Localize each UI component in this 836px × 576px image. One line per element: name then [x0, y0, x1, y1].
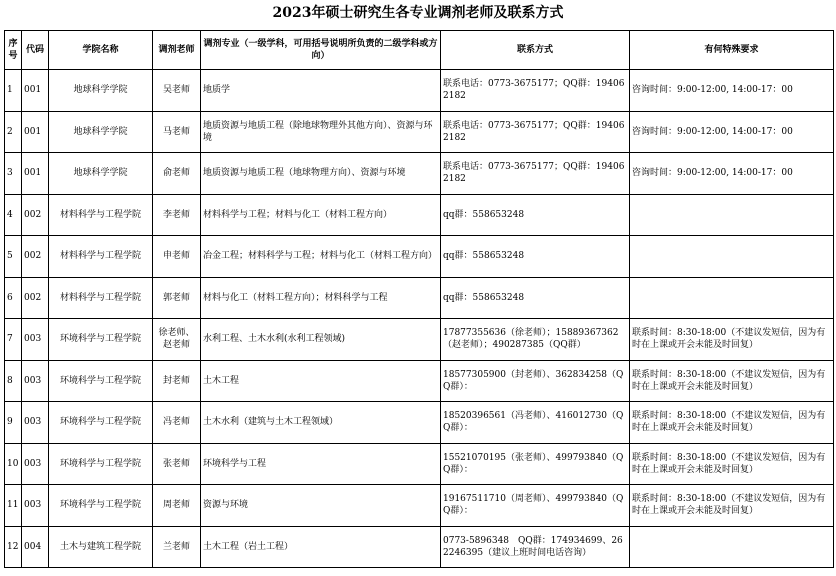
cell-school: 环境科学与工程学院	[49, 319, 153, 361]
cell-contact: qq群：558653248	[441, 194, 630, 236]
cell-teacher: 封老师	[153, 360, 201, 402]
cell-contact: 17877355636（徐老师）；15889367362（赵老师）；490287385（QQ群）	[441, 319, 630, 361]
cell-teacher: 郭老师	[153, 277, 201, 319]
cell-requirement	[630, 526, 834, 568]
table-row	[5, 402, 834, 444]
cell-major: 土木工程（岩土工程）	[201, 526, 441, 568]
cell-major: 环境科学与工程	[201, 443, 441, 485]
cell-index: 4	[5, 194, 22, 236]
cell-major: 土木水利（建筑与土木工程领域）	[201, 402, 441, 444]
cell-school: 地球科学学院	[49, 153, 153, 195]
cell-major: 水利工程、土木水利(水利工程领域)	[201, 319, 441, 361]
cell-teacher: 吴老师	[153, 70, 201, 112]
cell-teacher: 李老师	[153, 194, 201, 236]
cell-school: 材料科学与工程学院	[49, 236, 153, 278]
cell-requirement: 咨询时间：9:00-12:00, 14:00-17：00	[630, 70, 834, 112]
cell-code: 001	[22, 153, 49, 195]
table-row	[5, 153, 834, 195]
cell-index: 11	[5, 485, 22, 527]
table-header-row	[5, 31, 834, 70]
cell-teacher: 周老师	[153, 485, 201, 527]
cell-code: 001	[22, 111, 49, 153]
cell-major: 土木工程	[201, 360, 441, 402]
table-row	[5, 70, 834, 112]
cell-requirement: 咨询时间：9:00-12:00, 14:00-17：00	[630, 111, 834, 153]
header-teacher: 调剂老师	[153, 31, 201, 70]
cell-requirement: 联系时间：8:30-18:00（不建议发短信，因为有时在上课或开会未能及时回复）	[630, 360, 834, 402]
cell-contact: 18577305900（封老师）、362834258（QQ群）：	[441, 360, 630, 402]
cell-index: 2	[5, 111, 22, 153]
cell-requirement	[630, 194, 834, 236]
cell-contact: 联系电话：0773-3675177；QQ群：194062182	[441, 70, 630, 112]
cell-school: 环境科学与工程学院	[49, 443, 153, 485]
cell-teacher: 申老师	[153, 236, 201, 278]
header-school: 学院名称	[49, 31, 153, 70]
table-row	[5, 277, 834, 319]
cell-requirement	[630, 236, 834, 278]
cell-school: 环境科学与工程学院	[49, 485, 153, 527]
cell-school: 土木与建筑工程学院	[49, 526, 153, 568]
cell-major: 地质资源与地质工程（地球物理方向）、资源与环境	[201, 153, 441, 195]
cell-major: 资源与环境	[201, 485, 441, 527]
cell-teacher: 徐老师、赵老师	[153, 319, 201, 361]
table-row	[5, 485, 834, 527]
cell-contact: 19167511710（周老师）、499793840（QQ群）：	[441, 485, 630, 527]
header-major: 调剂专业（一级学科，可用括号说明所负责的二级学科或方向）	[201, 31, 441, 70]
cell-teacher: 冯老师	[153, 402, 201, 444]
cell-code: 004	[22, 526, 49, 568]
cell-code: 002	[22, 194, 49, 236]
cell-contact: qq群：558653248	[441, 236, 630, 278]
cell-major: 材料与化工（材料工程方向）；材料科学与工程	[201, 277, 441, 319]
cell-major: 冶金工程；材料科学与工程；材料与化工（材料工程方向）	[201, 236, 441, 278]
cell-teacher: 张老师	[153, 443, 201, 485]
cell-index: 1	[5, 70, 22, 112]
cell-requirement: 联系时间：8:30-18:00（不建议发短信，因为有时在上课或开会未能及时回复）	[630, 319, 834, 361]
cell-contact: 联系电话：0773-3675177；QQ群：194062182	[441, 153, 630, 195]
table-row	[5, 236, 834, 278]
table-row	[5, 319, 834, 361]
adjustment-contact-table	[4, 30, 834, 568]
cell-code: 003	[22, 360, 49, 402]
cell-school: 地球科学学院	[49, 70, 153, 112]
cell-code: 003	[22, 319, 49, 361]
cell-code: 003	[22, 443, 49, 485]
cell-index: 3	[5, 153, 22, 195]
cell-code: 003	[22, 485, 49, 527]
cell-major: 地质学	[201, 70, 441, 112]
cell-requirement	[630, 277, 834, 319]
cell-index: 7	[5, 319, 22, 361]
cell-index: 10	[5, 443, 22, 485]
cell-major: 材料科学与工程；材料与化工（材料工程方向）	[201, 194, 441, 236]
cell-teacher: 兰老师	[153, 526, 201, 568]
cell-index: 6	[5, 277, 22, 319]
cell-teacher: 马老师	[153, 111, 201, 153]
table-row	[5, 443, 834, 485]
cell-contact: 0773-5896348 QQ群：174934699、262246395（建议上班时间电话咨询）	[441, 526, 630, 568]
cell-contact: 联系电话：0773-3675177；QQ群：194062182	[441, 111, 630, 153]
header-requirement: 有何特殊要求	[630, 31, 834, 70]
table-row	[5, 360, 834, 402]
cell-code: 003	[22, 402, 49, 444]
cell-school: 材料科学与工程学院	[49, 277, 153, 319]
cell-school: 地球科学学院	[49, 111, 153, 153]
cell-contact: qq群：558653248	[441, 277, 630, 319]
cell-school: 环境科学与工程学院	[49, 360, 153, 402]
cell-code: 001	[22, 70, 49, 112]
cell-index: 9	[5, 402, 22, 444]
table-row	[5, 111, 834, 153]
cell-code: 002	[22, 277, 49, 319]
table-row	[5, 194, 834, 236]
cell-index: 12	[5, 526, 22, 568]
header-index: 序号	[5, 31, 22, 70]
cell-major: 地质资源与地质工程（除地球物理外其他方向）、资源与环境	[201, 111, 441, 153]
cell-requirement: 联系时间：8:30-18:00（不建议发短信，因为有时在上课或开会未能及时回复）	[630, 485, 834, 527]
cell-school: 材料科学与工程学院	[49, 194, 153, 236]
cell-requirement: 联系时间：8:30-18:00（不建议发短信，因为有时在上课或开会未能及时回复）	[630, 443, 834, 485]
cell-requirement: 联系时间：8:30-18:00（不建议发短信，因为有时在上课或开会未能及时回复）	[630, 402, 834, 444]
cell-contact: 18520396561（冯老师）、416012730（QQ群）：	[441, 402, 630, 444]
cell-requirement: 咨询时间：9:00-12:00, 14:00-17：00	[630, 153, 834, 195]
cell-index: 8	[5, 360, 22, 402]
header-code: 代码	[22, 31, 49, 70]
page-title: 2023年硕士研究生各专业调剂老师及联系方式	[272, 5, 564, 21]
table-row	[5, 526, 834, 568]
cell-index: 5	[5, 236, 22, 278]
cell-code: 002	[22, 236, 49, 278]
header-contact: 联系方式	[441, 31, 630, 70]
cell-teacher: 俞老师	[153, 153, 201, 195]
cell-contact: 15521070195（张老师）、499793840（QQ群）：	[441, 443, 630, 485]
cell-school: 环境科学与工程学院	[49, 402, 153, 444]
